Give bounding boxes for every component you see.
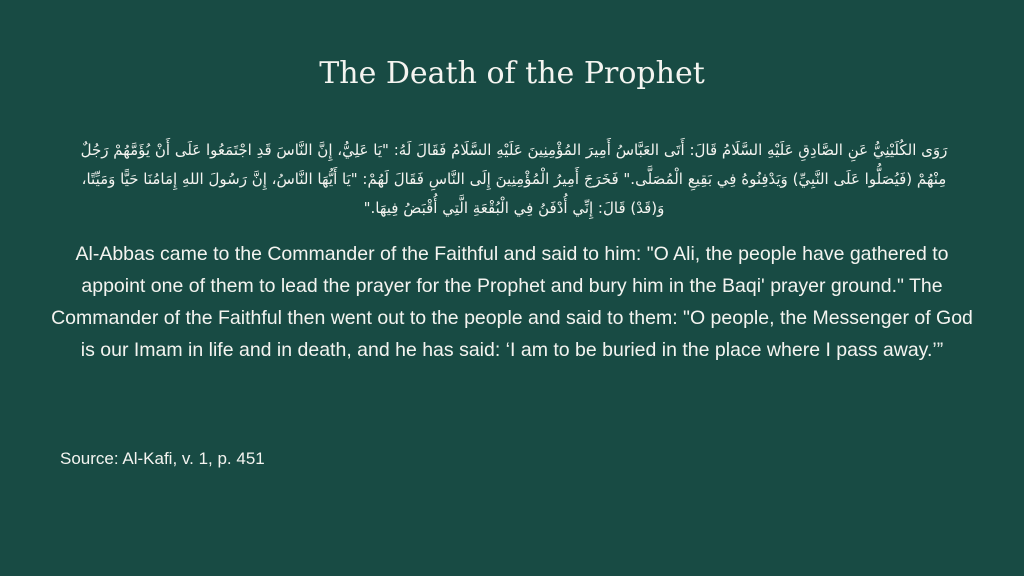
source-citation: Source: Al-Kafi, v. 1, p. 451 — [60, 449, 265, 468]
slide-title: The Death of the Prophet — [319, 56, 705, 91]
arabic-hadith-text: رَوَى الكُلَيْنِيُّ عَنِ الصَّادِقِ عَلَيْهِ السَّلَامُ قَالَ: أَتَى العَبَّاسُ أَمِيرَ المُؤْمِنِينَ عَلَيْهِ السَّلَامُ فَقَالَ لَهُ: "يَا عَلِيُّ، إِنَّ النَّاسَ قَدِ اجْتَمَعُوا عَلَى أَنْ يُؤَمَّهُمْ رَجُلٌ مِنْهُمْ (فَيُصَلُّوا عَلَى النَّبِيِّ) وَيَدْفِنُوهُ فِي بَقِيعِ الْمُصَلَّى." فَخَرَجَ أَمِيرُ الْمُؤْمِنِينَ إِلَى النَّاسِ فَقَالَ لَهُمْ: "يَا أَيُّهَا النَّاسُ، إِنَّ رَسُولَ اللهِ إِمَامُنَا حَيًّا وَمَيِّتًا، وَ(قَدْ) قَالَ: إِنِّي أُدْفَنُ فِي الْبُقْعَةِ الَّتِي أُقْبَضُ فِيهَا." — [80, 141, 948, 217]
english-translation: Al-Abbas came to the Commander of the Faithful and said to him: "O Ali, the people have gathered to appoint one of them to lead the prayer for the Prophet and bury him in the Baqi' prayer ground." The Commander of the Faithful then went out to the people and said to them: "O people, the Messenger of God is our Imam in life and in death, and he has said: ‘I am to be buried in the place where I pass away.’” — [51, 243, 973, 361]
